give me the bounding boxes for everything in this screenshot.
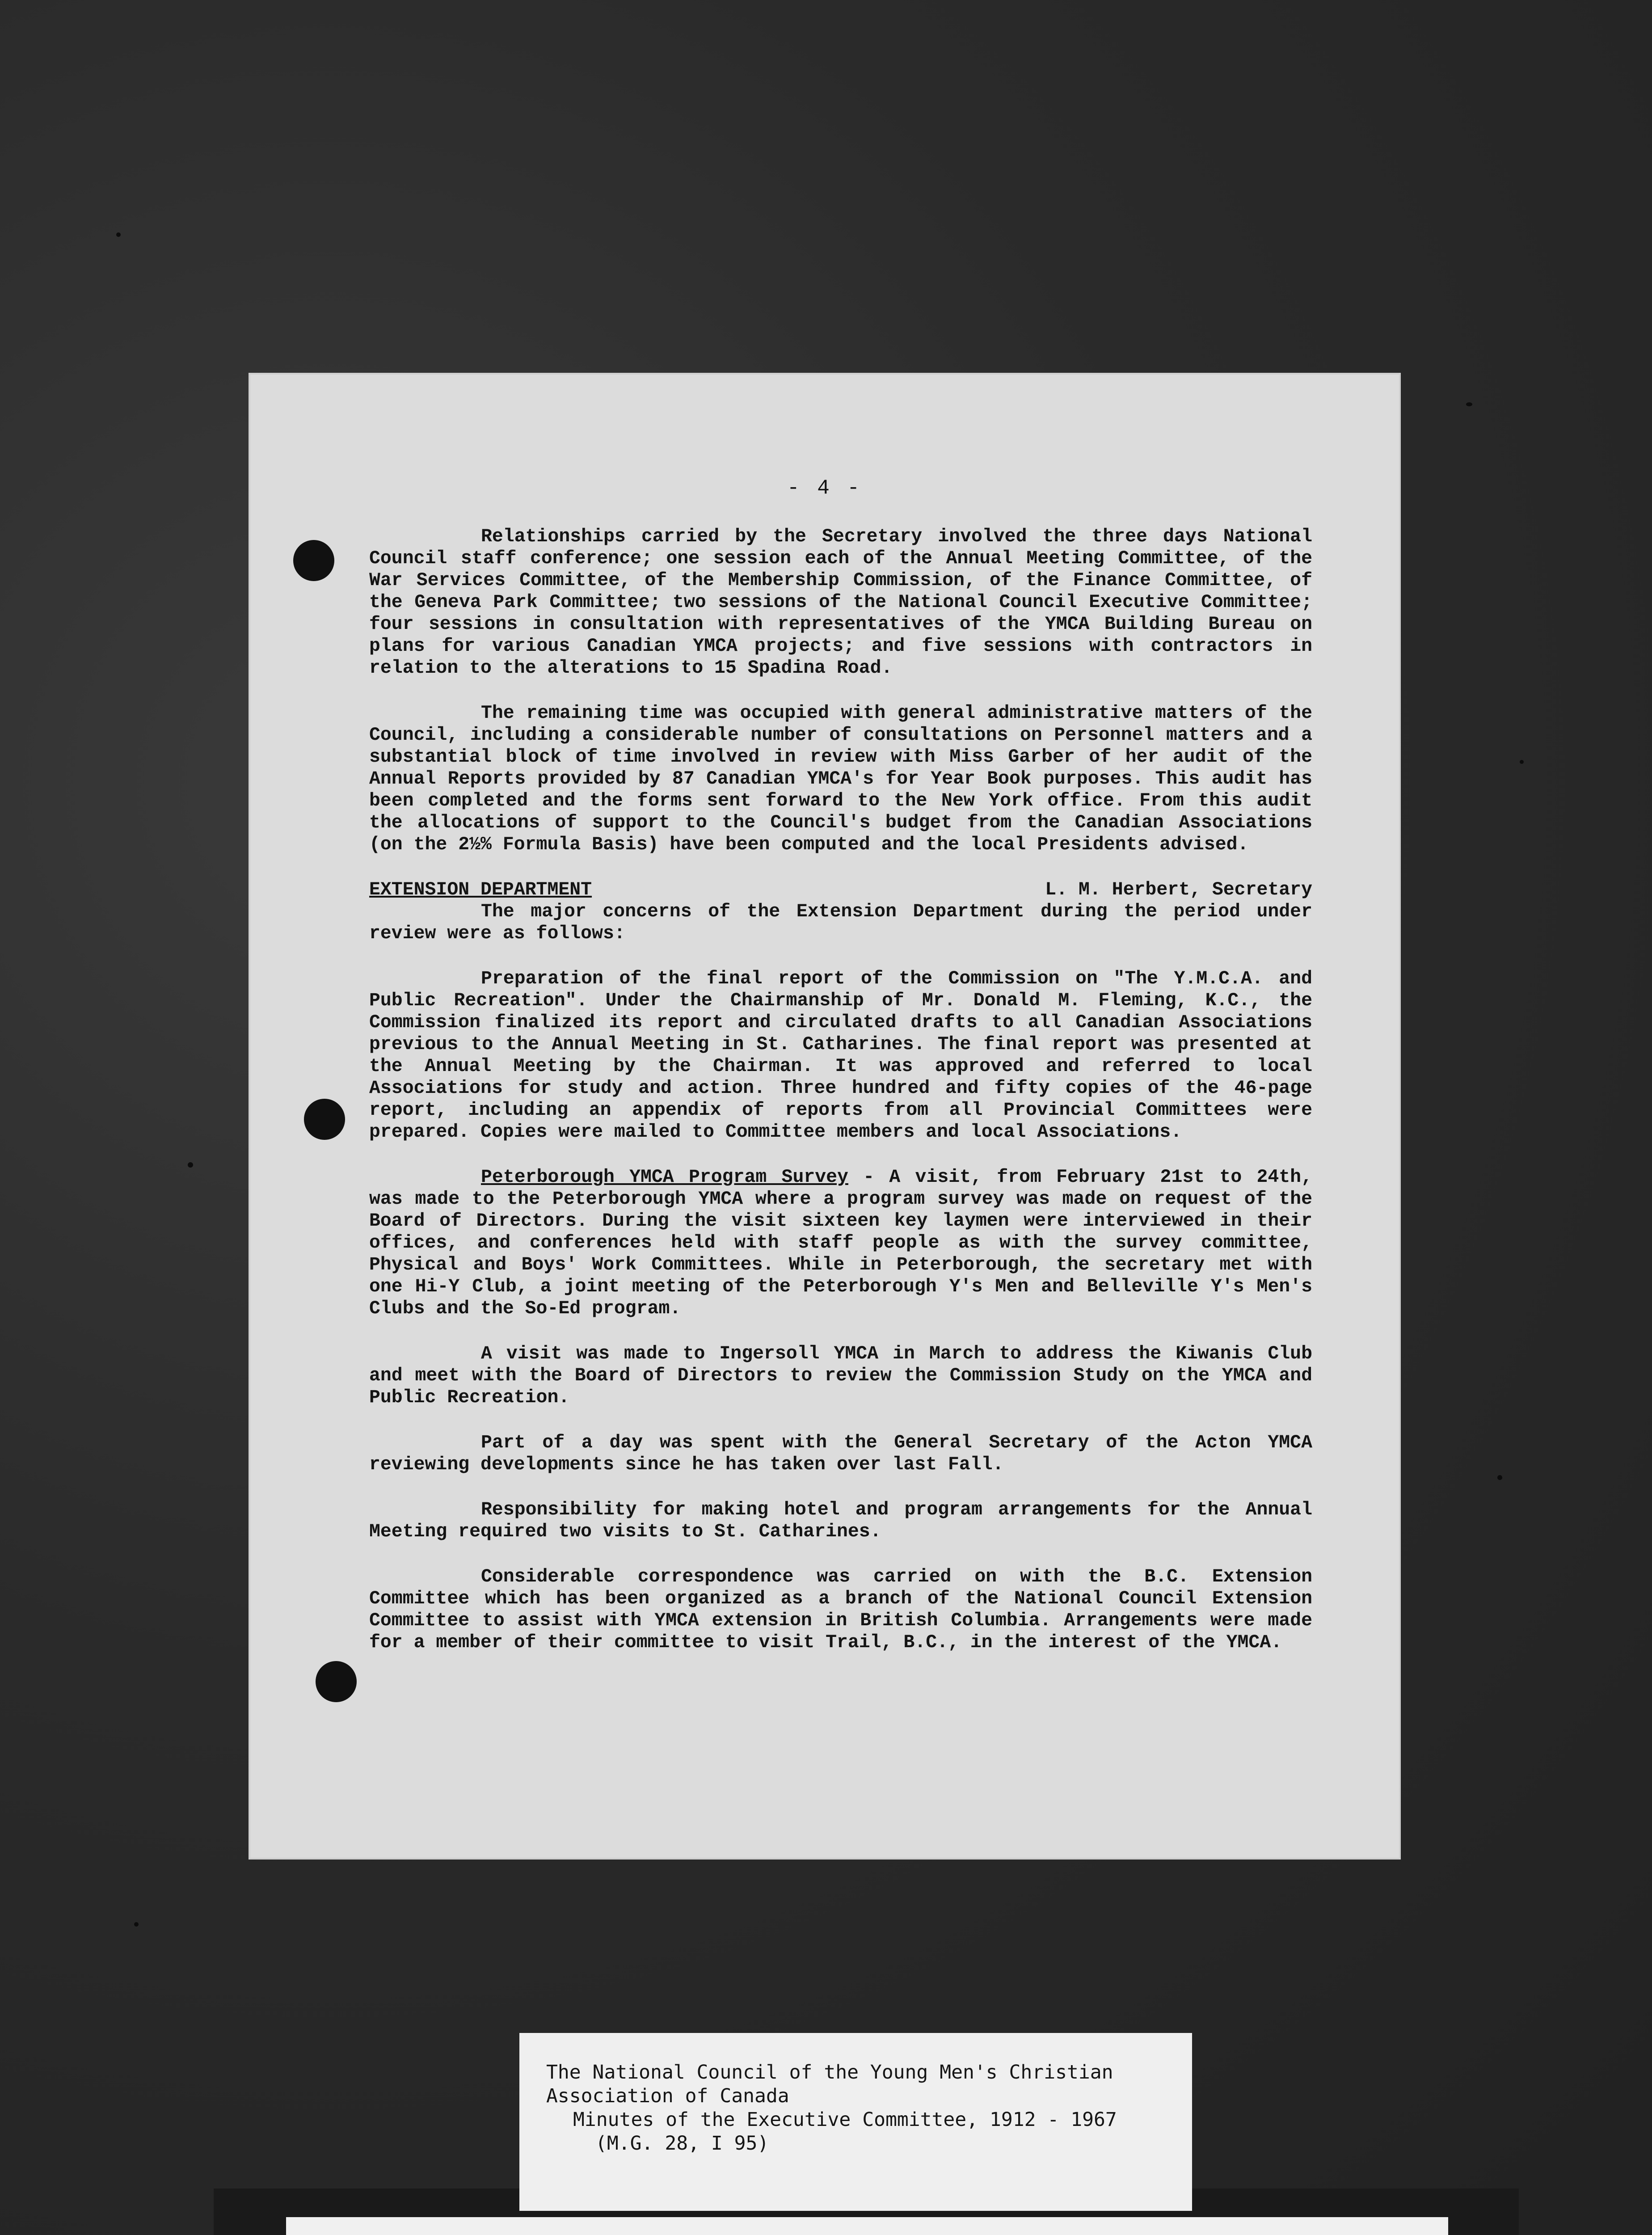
paragraph-commission-report: Preparation of the final report of the Commission on "The Y.M.C.A. and Public Recreation". Under the Chairmanship of Mr. Donald M. Fleming, K.C., the Commission finalized its report and circulated drafts to all Canadian Associations previous to the Annual Meeting in St. Catharines. The final report was presented at the Annual Meeting by the Chairman. It was approved and referred to local Associations for study and action. Three hundred and fifty copies of the 46-page report, including an appendix of reports from all Provincial Committees were prepared. Copies were mailed to Committee members and local Associations.: [369, 968, 1312, 1143]
film-speck: [116, 232, 121, 237]
film-speck: [1466, 402, 1472, 406]
section-header: [369, 879, 1312, 901]
extension-intro: The major concerns of the Extension Department during the period under review were as follows:: [369, 901, 1312, 944]
archive-label-text: [546, 2061, 1117, 2155]
page-number: - 4 -: [787, 477, 863, 500]
label-line-4: (M.G. 28, I 95): [595, 2132, 769, 2155]
film-speck: [188, 1162, 193, 1168]
page-body: [369, 526, 1312, 1653]
paragraph-relationships: Relationships carried by the Secretary involved the three days National Council staff conference; one session each of the Annual Meeting Committee, of the War Services Committee, of the Membership Commission, of the Finance Committee, of the Geneva Park Committee; two sessions of the National Council Executive Committee; four sessions in consultation with representatives of the YMCA Building Bureau on plans for various Canadian YMCA projects; and five sessions with contractors in relation to the alterations to 15 Spadina Road.: [369, 526, 1312, 679]
paragraph-peterborough-survey: [369, 1166, 1312, 1320]
extension-department-heading: EXTENSION DEPARTMENT: [369, 879, 592, 900]
film-speck: [1520, 760, 1524, 764]
punch-hole: [293, 540, 334, 581]
paragraph-remaining-time: The remaining time was occupied with general administrative matters of the Council, including a considerable number of consultations on Personnel matters and a substantial block of time involved in review with Miss Garber of her audit of the Annual Reports provided by 87 Canadian YMCA's for Year Book purposes. This audit has been completed and the forms sent forward to the New York office. From this audit the allocations of support to the Council's budget from the Canadian Associations (on the 2½% Formula Basis) have been computed and the local Presidents advised.: [369, 703, 1312, 855]
film-speck: [1497, 1475, 1502, 1480]
survey-text: - A visit, from February 21st to 24th, was made to the Peterborough YMCA where a program survey was made on request of the Board of Directors. During the visit sixteen key laymen were interviewed in their offices, and conferences held with staff people as with the survey committee, Physical and Boys' Work Committees. While in Peterborough, the secretary met with one Hi-Y Club, a joint meeting of the Peterborough Y's Men and Belleville Y's Men's Clubs and the So-Ed program.: [369, 1167, 1312, 1319]
department-secretary: L. M. Herbert, Secretary: [1045, 879, 1312, 900]
label-line-1: The National Council of the Young Men's Christian: [546, 2061, 1113, 2083]
survey-title: Peterborough YMCA Program Survey: [481, 1167, 848, 1188]
label-line-2: Association of Canada: [546, 2085, 789, 2107]
label-line-3: Minutes of the Executive Committee, 1912 - 1967: [573, 2108, 1117, 2131]
paragraph-annual-meeting: Responsibility for making hotel and program arrangements for the Annual Meeting required two visits to St. Catharines.: [369, 1499, 1312, 1542]
film-speck: [134, 1922, 139, 1927]
document-page: [250, 375, 1399, 1858]
paragraph-bc-extension: Considerable correspondence was carried on with the B.C. Extension Committee which has been organized as a branch of the National Council Extension Committee to assist with YMCA extension in British Columbia. Arrangements were made for a member of their committee to visit Trail, B.C., in the interest of the YMCA.: [369, 1566, 1312, 1653]
paragraph-acton: Part of a day was spent with the General Secretary of the Acton YMCA reviewing developments since he has taken over last Fall.: [369, 1432, 1312, 1475]
punch-hole: [316, 1661, 357, 1702]
archive-label-card: [519, 2033, 1192, 2211]
paragraph-ingersoll: A visit was made to Ingersoll YMCA in March to address the Kiwanis Club and meet with the Board of Directors to review the Commission Study on the YMCA and Public Recreation.: [369, 1343, 1312, 1408]
archives-plaque: [286, 2217, 1448, 2235]
punch-hole: [304, 1099, 345, 1140]
